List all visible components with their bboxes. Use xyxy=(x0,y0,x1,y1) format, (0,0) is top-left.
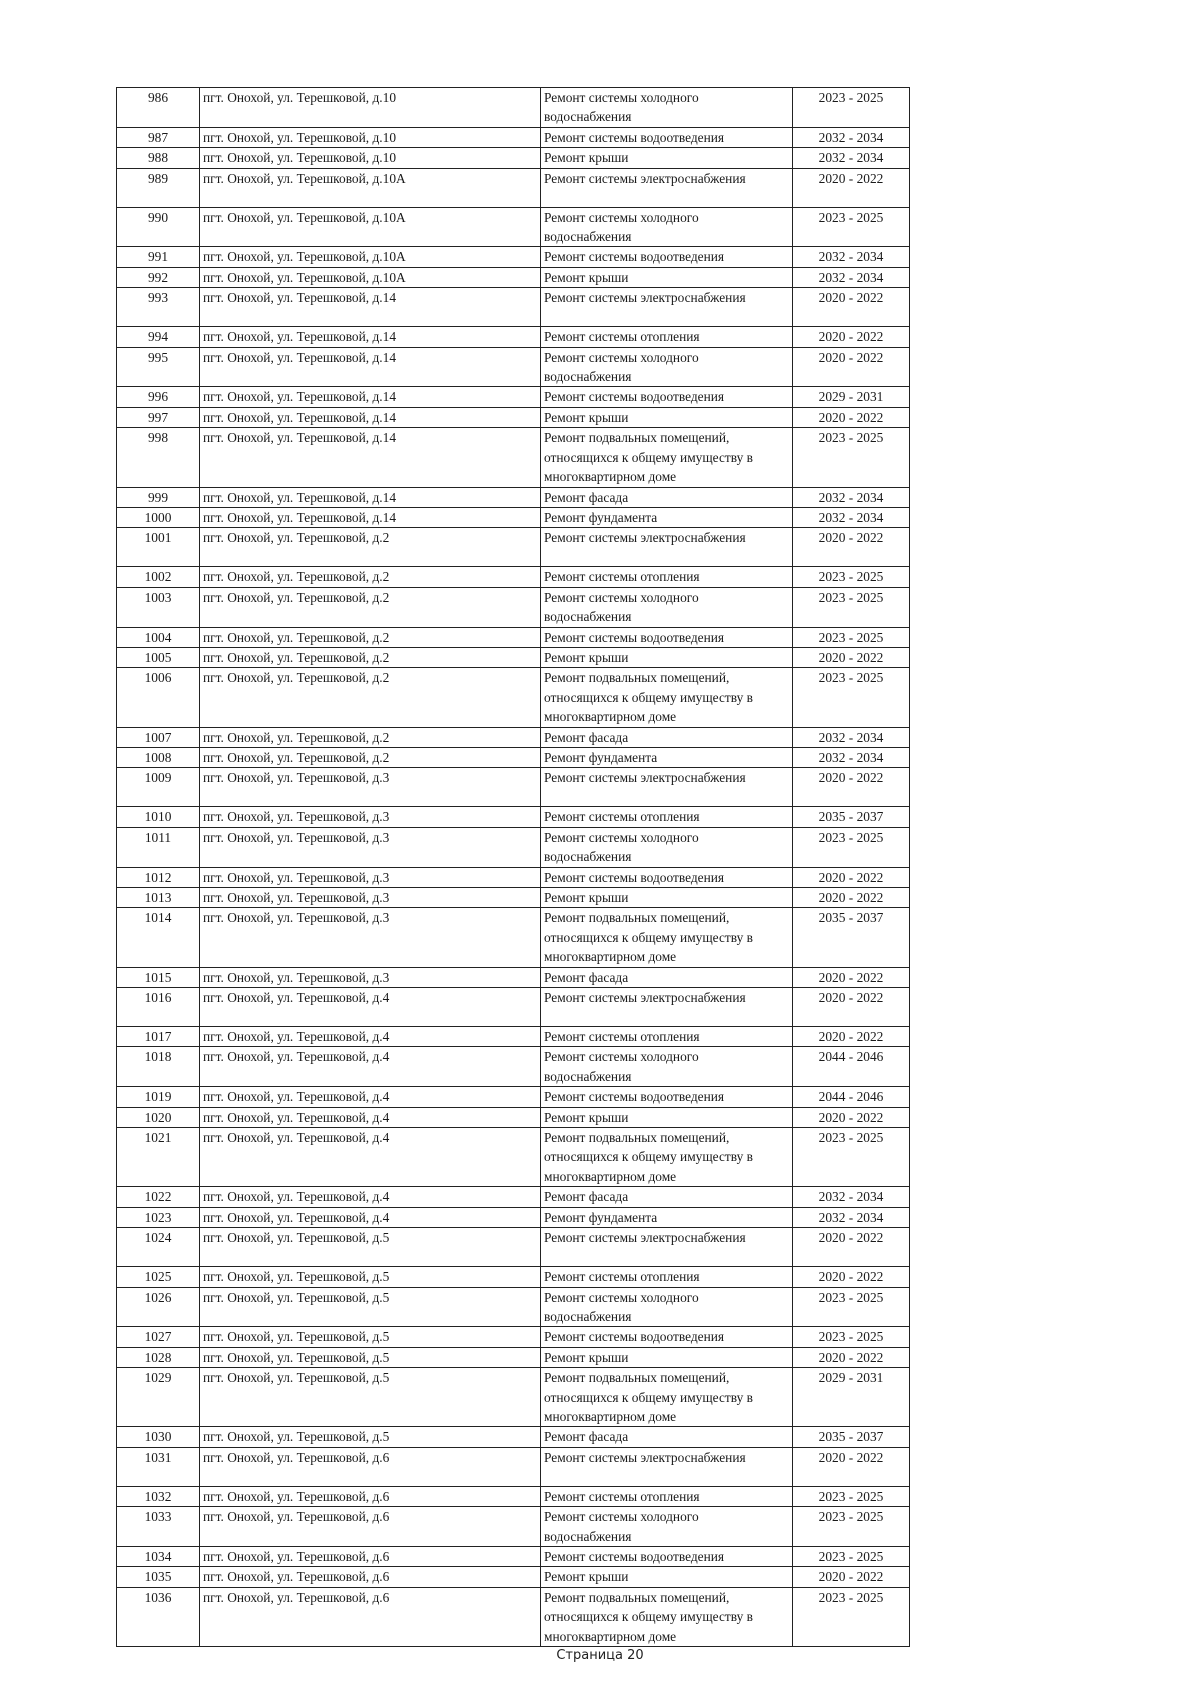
table-row xyxy=(117,1347,910,1367)
work-type-cell: Ремонт крыши xyxy=(541,888,793,908)
table-row xyxy=(117,647,910,667)
table-row xyxy=(117,888,910,908)
work-type-cell: Ремонт системы водоотведения xyxy=(541,627,793,647)
row-number-cell: 1035 xyxy=(117,1567,200,1587)
address-cell: пгт. Онохой, ул. Терешковой, д.3 xyxy=(200,827,541,867)
row-number-cell: 1030 xyxy=(117,1427,200,1447)
table-row xyxy=(117,1486,910,1506)
row-number-cell: 989 xyxy=(117,168,200,207)
document-table-container xyxy=(116,87,903,1647)
row-number-cell: 1004 xyxy=(117,627,200,647)
work-type-cell: Ремонт системы водоотведения xyxy=(541,127,793,147)
period-cell: 2020 - 2022 xyxy=(793,967,910,987)
work-type-cell: Ремонт системы электроснабжения xyxy=(541,288,793,327)
row-number-cell: 992 xyxy=(117,267,200,287)
address-cell: пгт. Онохой, ул. Терешковой, д.2 xyxy=(200,567,541,587)
address-cell: пгт. Онохой, ул. Терешковой, д.5 xyxy=(200,1347,541,1367)
work-type-cell: Ремонт крыши xyxy=(541,267,793,287)
work-type-cell: Ремонт системы отопления xyxy=(541,327,793,347)
row-number-cell: 1025 xyxy=(117,1267,200,1287)
table-row xyxy=(117,967,910,987)
row-number-cell: 1024 xyxy=(117,1228,200,1267)
table-row xyxy=(117,1368,910,1427)
row-number-cell: 1011 xyxy=(117,827,200,867)
table-row xyxy=(117,867,910,887)
period-cell: 2020 - 2022 xyxy=(793,347,910,387)
period-cell: 2044 - 2046 xyxy=(793,1047,910,1087)
row-number-cell: 994 xyxy=(117,327,200,347)
address-cell: пгт. Онохой, ул. Терешковой, д.10 xyxy=(200,88,541,128)
table-row xyxy=(117,407,910,427)
work-type-cell: Ремонт системы водоотведения xyxy=(541,1327,793,1347)
work-type-cell: Ремонт системы холодного водоснабжения xyxy=(541,1287,793,1327)
address-cell: пгт. Онохой, ул. Терешковой, д.14 xyxy=(200,407,541,427)
row-number-cell: 1034 xyxy=(117,1546,200,1566)
table-row xyxy=(117,567,910,587)
work-type-cell: Ремонт крыши xyxy=(541,647,793,667)
address-cell: пгт. Онохой, ул. Терешковой, д.5 xyxy=(200,1368,541,1427)
period-cell: 2023 - 2025 xyxy=(793,428,910,487)
row-number-cell: 993 xyxy=(117,288,200,327)
period-cell: 2029 - 2031 xyxy=(793,1368,910,1427)
table-row xyxy=(117,1128,910,1187)
row-number-cell: 1018 xyxy=(117,1047,200,1087)
row-number-cell: 1017 xyxy=(117,1027,200,1047)
table-row xyxy=(117,1087,910,1107)
table-row xyxy=(117,1027,910,1047)
row-number-cell: 1013 xyxy=(117,888,200,908)
row-number-cell: 1023 xyxy=(117,1207,200,1227)
table-row xyxy=(117,747,910,767)
address-cell: пгт. Онохой, ул. Терешковой, д.14 xyxy=(200,387,541,407)
row-number-cell: 1028 xyxy=(117,1347,200,1367)
period-cell: 2020 - 2022 xyxy=(793,1567,910,1587)
address-cell: пгт. Онохой, ул. Терешковой, д.3 xyxy=(200,807,541,827)
table-row xyxy=(117,1546,910,1566)
row-number-cell: 1022 xyxy=(117,1187,200,1207)
row-number-cell: 1005 xyxy=(117,647,200,667)
row-number-cell: 1016 xyxy=(117,988,200,1027)
work-type-cell: Ремонт системы холодного водоснабжения xyxy=(541,827,793,867)
work-type-cell: Ремонт системы холодного водоснабжения xyxy=(541,1507,793,1547)
work-type-cell: Ремонт системы электроснабжения xyxy=(541,768,793,807)
period-cell: 2023 - 2025 xyxy=(793,1327,910,1347)
period-cell: 2035 - 2037 xyxy=(793,908,910,967)
period-cell: 2020 - 2022 xyxy=(793,1107,910,1127)
period-cell: 2032 - 2034 xyxy=(793,727,910,747)
address-cell: пгт. Онохой, ул. Терешковой, д.4 xyxy=(200,988,541,1027)
table-row xyxy=(117,1427,910,1447)
period-cell: 2020 - 2022 xyxy=(793,327,910,347)
address-cell: пгт. Онохой, ул. Терешковой, д.2 xyxy=(200,647,541,667)
address-cell: пгт. Онохой, ул. Терешковой, д.4 xyxy=(200,1087,541,1107)
period-cell: 2020 - 2022 xyxy=(793,1027,910,1047)
address-cell: пгт. Онохой, ул. Терешковой, д.14 xyxy=(200,487,541,507)
work-type-cell: Ремонт подвальных помещений, относящихся к общему имуществу в многоквартирном доме xyxy=(541,1128,793,1187)
period-cell: 2020 - 2022 xyxy=(793,1228,910,1267)
table-row xyxy=(117,127,910,147)
work-type-cell: Ремонт системы холодного водоснабжения xyxy=(541,1047,793,1087)
period-cell: 2032 - 2034 xyxy=(793,148,910,168)
table-row xyxy=(117,768,910,807)
table-row xyxy=(117,428,910,487)
row-number-cell: 1021 xyxy=(117,1128,200,1187)
repair-schedule-table xyxy=(116,87,910,1647)
table-row xyxy=(117,1228,910,1267)
row-number-cell: 997 xyxy=(117,407,200,427)
address-cell: пгт. Онохой, ул. Терешковой, д.6 xyxy=(200,1587,541,1646)
address-cell: пгт. Онохой, ул. Терешковой, д.14 xyxy=(200,428,541,487)
table-row xyxy=(117,168,910,207)
period-cell: 2023 - 2025 xyxy=(793,1128,910,1187)
row-number-cell: 999 xyxy=(117,487,200,507)
address-cell: пгт. Онохой, ул. Терешковой, д.4 xyxy=(200,1047,541,1087)
table-row xyxy=(117,1287,910,1327)
row-number-cell: 1031 xyxy=(117,1447,200,1486)
period-cell: 2020 - 2022 xyxy=(793,528,910,567)
table-row xyxy=(117,1047,910,1087)
period-cell: 2020 - 2022 xyxy=(793,1267,910,1287)
period-cell: 2032 - 2034 xyxy=(793,247,910,267)
address-cell: пгт. Онохой, ул. Терешковой, д.3 xyxy=(200,908,541,967)
period-cell: 2023 - 2025 xyxy=(793,1287,910,1327)
period-cell: 2020 - 2022 xyxy=(793,1347,910,1367)
table-row xyxy=(117,1107,910,1127)
work-type-cell: Ремонт системы электроснабжения xyxy=(541,1228,793,1267)
work-type-cell: Ремонт системы электроснабжения xyxy=(541,168,793,207)
period-cell: 2044 - 2046 xyxy=(793,1087,910,1107)
address-cell: пгт. Онохой, ул. Терешковой, д.3 xyxy=(200,768,541,807)
table-row xyxy=(117,487,910,507)
period-cell: 2020 - 2022 xyxy=(793,647,910,667)
work-type-cell: Ремонт системы холодного водоснабжения xyxy=(541,347,793,387)
row-number-cell: 987 xyxy=(117,127,200,147)
work-type-cell: Ремонт системы водоотведения xyxy=(541,387,793,407)
address-cell: пгт. Онохой, ул. Терешковой, д.2 xyxy=(200,587,541,627)
address-cell: пгт. Онохой, ул. Терешковой, д.6 xyxy=(200,1486,541,1506)
work-type-cell: Ремонт фундамента xyxy=(541,507,793,527)
row-number-cell: 986 xyxy=(117,88,200,128)
table-row xyxy=(117,988,910,1027)
work-type-cell: Ремонт системы электроснабжения xyxy=(541,988,793,1027)
work-type-cell: Ремонт системы водоотведения xyxy=(541,1087,793,1107)
page-footer xyxy=(0,1648,1200,1663)
row-number-cell: 1012 xyxy=(117,867,200,887)
address-cell: пгт. Онохой, ул. Терешковой, д.2 xyxy=(200,727,541,747)
work-type-cell: Ремонт фасада xyxy=(541,1427,793,1447)
work-type-cell: Ремонт подвальных помещений, относящихся к общему имуществу в многоквартирном доме xyxy=(541,668,793,727)
table-row xyxy=(117,908,910,967)
work-type-cell: Ремонт фасада xyxy=(541,1187,793,1207)
period-cell: 2032 - 2034 xyxy=(793,487,910,507)
table-row xyxy=(117,1507,910,1547)
row-number-cell: 1002 xyxy=(117,567,200,587)
table-row xyxy=(117,1207,910,1227)
work-type-cell: Ремонт подвальных помещений, относящихся к общему имуществу в многоквартирном доме xyxy=(541,428,793,487)
period-cell: 2020 - 2022 xyxy=(793,867,910,887)
work-type-cell: Ремонт системы отопления xyxy=(541,807,793,827)
address-cell: пгт. Онохой, ул. Терешковой, д.10А xyxy=(200,207,541,247)
period-cell: 2032 - 2034 xyxy=(793,507,910,527)
table-row xyxy=(117,668,910,727)
table-row xyxy=(117,807,910,827)
period-cell: 2029 - 2031 xyxy=(793,387,910,407)
table-row xyxy=(117,827,910,867)
row-number-cell: 991 xyxy=(117,247,200,267)
work-type-cell: Ремонт системы отопления xyxy=(541,1027,793,1047)
address-cell: пгт. Онохой, ул. Терешковой, д.6 xyxy=(200,1507,541,1547)
row-number-cell: 1032 xyxy=(117,1486,200,1506)
address-cell: пгт. Онохой, ул. Терешковой, д.5 xyxy=(200,1267,541,1287)
address-cell: пгт. Онохой, ул. Терешковой, д.6 xyxy=(200,1567,541,1587)
table-row xyxy=(117,88,910,128)
address-cell: пгт. Онохой, ул. Терешковой, д.2 xyxy=(200,627,541,647)
address-cell: пгт. Онохой, ул. Терешковой, д.10А xyxy=(200,168,541,207)
table-row xyxy=(117,267,910,287)
row-number-cell: 1036 xyxy=(117,1587,200,1646)
address-cell: пгт. Онохой, ул. Терешковой, д.2 xyxy=(200,747,541,767)
period-cell: 2023 - 2025 xyxy=(793,627,910,647)
address-cell: пгт. Онохой, ул. Терешковой, д.6 xyxy=(200,1546,541,1566)
period-cell: 2023 - 2025 xyxy=(793,668,910,727)
address-cell: пгт. Онохой, ул. Терешковой, д.10А xyxy=(200,247,541,267)
row-number-cell: 1008 xyxy=(117,747,200,767)
work-type-cell: Ремонт фундамента xyxy=(541,747,793,767)
table-row xyxy=(117,627,910,647)
address-cell: пгт. Онохой, ул. Терешковой, д.4 xyxy=(200,1027,541,1047)
row-number-cell: 1019 xyxy=(117,1087,200,1107)
row-number-cell: 995 xyxy=(117,347,200,387)
work-type-cell: Ремонт фасада xyxy=(541,967,793,987)
work-type-cell: Ремонт крыши xyxy=(541,1107,793,1127)
row-number-cell: 998 xyxy=(117,428,200,487)
work-type-cell: Ремонт системы холодного водоснабжения xyxy=(541,587,793,627)
row-number-cell: 1003 xyxy=(117,587,200,627)
address-cell: пгт. Онохой, ул. Терешковой, д.4 xyxy=(200,1207,541,1227)
period-cell: 2023 - 2025 xyxy=(793,1507,910,1547)
table-row xyxy=(117,288,910,327)
row-number-cell: 1006 xyxy=(117,668,200,727)
address-cell: пгт. Онохой, ул. Терешковой, д.5 xyxy=(200,1327,541,1347)
work-type-cell: Ремонт фундамента xyxy=(541,1207,793,1227)
work-type-cell: Ремонт фасада xyxy=(541,487,793,507)
work-type-cell: Ремонт фасада xyxy=(541,727,793,747)
address-cell: пгт. Онохой, ул. Терешковой, д.5 xyxy=(200,1287,541,1327)
period-cell: 2020 - 2022 xyxy=(793,768,910,807)
table-row xyxy=(117,1587,910,1646)
table-row xyxy=(117,1187,910,1207)
period-cell: 2032 - 2034 xyxy=(793,267,910,287)
address-cell: пгт. Онохой, ул. Терешковой, д.14 xyxy=(200,327,541,347)
address-cell: пгт. Онохой, ул. Терешковой, д.10 xyxy=(200,127,541,147)
table-row xyxy=(117,387,910,407)
period-cell: 2035 - 2037 xyxy=(793,1427,910,1447)
work-type-cell: Ремонт крыши xyxy=(541,1347,793,1367)
table-body xyxy=(117,88,910,1647)
work-type-cell: Ремонт системы водоотведения xyxy=(541,1546,793,1566)
table-row xyxy=(117,347,910,387)
table-row xyxy=(117,587,910,627)
address-cell: пгт. Онохой, ул. Терешковой, д.4 xyxy=(200,1187,541,1207)
period-cell: 2023 - 2025 xyxy=(793,1546,910,1566)
address-cell: пгт. Онохой, ул. Терешковой, д.3 xyxy=(200,867,541,887)
address-cell: пгт. Онохой, ул. Терешковой, д.10А xyxy=(200,267,541,287)
period-cell: 2023 - 2025 xyxy=(793,1587,910,1646)
table-row xyxy=(117,1447,910,1486)
row-number-cell: 988 xyxy=(117,148,200,168)
address-cell: пгт. Онохой, ул. Терешковой, д.4 xyxy=(200,1107,541,1127)
table-row xyxy=(117,1267,910,1287)
table-row xyxy=(117,1327,910,1347)
work-type-cell: Ремонт системы отопления xyxy=(541,567,793,587)
period-cell: 2020 - 2022 xyxy=(793,1447,910,1486)
work-type-cell: Ремонт системы водоотведения xyxy=(541,247,793,267)
period-cell: 2032 - 2034 xyxy=(793,127,910,147)
work-type-cell: Ремонт системы электроснабжения xyxy=(541,528,793,567)
row-number-cell: 1029 xyxy=(117,1368,200,1427)
row-number-cell: 1014 xyxy=(117,908,200,967)
table-row xyxy=(117,507,910,527)
period-cell: 2035 - 2037 xyxy=(793,807,910,827)
work-type-cell: Ремонт крыши xyxy=(541,1567,793,1587)
period-cell: 2023 - 2025 xyxy=(793,207,910,247)
work-type-cell: Ремонт системы холодного водоснабжения xyxy=(541,207,793,247)
address-cell: пгт. Онохой, ул. Терешковой, д.14 xyxy=(200,347,541,387)
address-cell: пгт. Онохой, ул. Терешковой, д.5 xyxy=(200,1228,541,1267)
work-type-cell: Ремонт подвальных помещений, относящихся к общему имуществу в многоквартирном доме xyxy=(541,908,793,967)
address-cell: пгт. Онохой, ул. Терешковой, д.14 xyxy=(200,288,541,327)
period-cell: 2020 - 2022 xyxy=(793,168,910,207)
period-cell: 2023 - 2025 xyxy=(793,1486,910,1506)
period-cell: 2020 - 2022 xyxy=(793,407,910,427)
row-number-cell: 1027 xyxy=(117,1327,200,1347)
row-number-cell: 1015 xyxy=(117,967,200,987)
row-number-cell: 1026 xyxy=(117,1287,200,1327)
period-cell: 2023 - 2025 xyxy=(793,587,910,627)
period-cell: 2023 - 2025 xyxy=(793,88,910,128)
table-row xyxy=(117,1567,910,1587)
row-number-cell: 1020 xyxy=(117,1107,200,1127)
address-cell: пгт. Онохой, ул. Терешковой, д.2 xyxy=(200,528,541,567)
period-cell: 2020 - 2022 xyxy=(793,988,910,1027)
work-type-cell: Ремонт подвальных помещений, относящихся к общему имуществу в многоквартирном доме xyxy=(541,1368,793,1427)
period-cell: 2023 - 2025 xyxy=(793,567,910,587)
row-number-cell: 1000 xyxy=(117,507,200,527)
row-number-cell: 1001 xyxy=(117,528,200,567)
work-type-cell: Ремонт системы водоотведения xyxy=(541,867,793,887)
page-number-label: Страница 20 xyxy=(556,1648,644,1663)
row-number-cell: 1033 xyxy=(117,1507,200,1547)
address-cell: пгт. Онохой, ул. Терешковой, д.10 xyxy=(200,148,541,168)
table-row xyxy=(117,247,910,267)
address-cell: пгт. Онохой, ул. Терешковой, д.3 xyxy=(200,967,541,987)
row-number-cell: 996 xyxy=(117,387,200,407)
address-cell: пгт. Онохой, ул. Терешковой, д.14 xyxy=(200,507,541,527)
row-number-cell: 990 xyxy=(117,207,200,247)
period-cell: 2032 - 2034 xyxy=(793,1207,910,1227)
work-type-cell: Ремонт крыши xyxy=(541,148,793,168)
address-cell: пгт. Онохой, ул. Терешковой, д.2 xyxy=(200,668,541,727)
period-cell: 2020 - 2022 xyxy=(793,888,910,908)
work-type-cell: Ремонт системы отопления xyxy=(541,1486,793,1506)
period-cell: 2023 - 2025 xyxy=(793,827,910,867)
table-row xyxy=(117,727,910,747)
work-type-cell: Ремонт крыши xyxy=(541,407,793,427)
period-cell: 2020 - 2022 xyxy=(793,288,910,327)
table-row xyxy=(117,148,910,168)
work-type-cell: Ремонт системы холодного водоснабжения xyxy=(541,88,793,128)
row-number-cell: 1009 xyxy=(117,768,200,807)
address-cell: пгт. Онохой, ул. Терешковой, д.4 xyxy=(200,1128,541,1187)
table-row xyxy=(117,528,910,567)
address-cell: пгт. Онохой, ул. Терешковой, д.3 xyxy=(200,888,541,908)
table-row xyxy=(117,207,910,247)
address-cell: пгт. Онохой, ул. Терешковой, д.6 xyxy=(200,1447,541,1486)
work-type-cell: Ремонт подвальных помещений, относящихся к общему имуществу в многоквартирном доме xyxy=(541,1587,793,1646)
row-number-cell: 1010 xyxy=(117,807,200,827)
period-cell: 2032 - 2034 xyxy=(793,747,910,767)
period-cell: 2032 - 2034 xyxy=(793,1187,910,1207)
row-number-cell: 1007 xyxy=(117,727,200,747)
address-cell: пгт. Онохой, ул. Терешковой, д.5 xyxy=(200,1427,541,1447)
work-type-cell: Ремонт системы электроснабжения xyxy=(541,1447,793,1486)
work-type-cell: Ремонт системы отопления xyxy=(541,1267,793,1287)
table-row xyxy=(117,327,910,347)
